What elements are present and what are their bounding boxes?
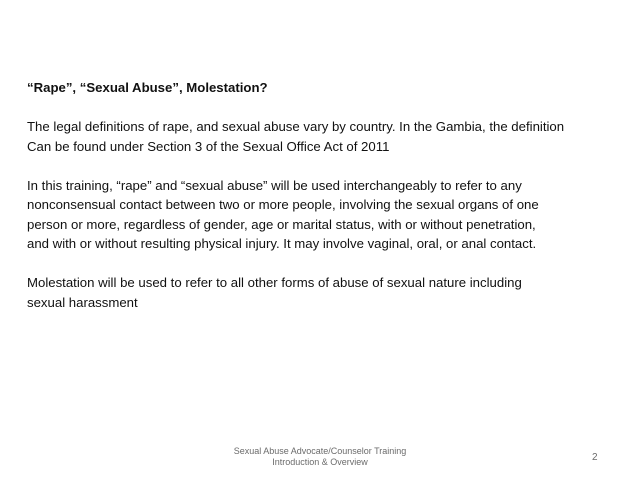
paragraph-line: nonconsensual contact between two or more people, involving the sexual organs of one xyxy=(27,197,539,212)
paragraph-line: and with or without resulting physical injury. It may involve vaginal, oral, or anal contact. xyxy=(27,236,537,251)
slide-footer xyxy=(200,446,440,468)
footer-subtitle: Introduction & Overview xyxy=(272,457,368,467)
footer-title: Sexual Abuse Advocate/Counselor Training xyxy=(233,446,407,456)
page-number: 2 xyxy=(592,452,598,463)
paragraph-line: In this training, “rape” and “sexual abuse” will be used interchangeably to refer to any xyxy=(27,177,522,193)
paragraph-line: sexual harassment xyxy=(27,294,138,310)
paragraph-line: Molestation will be used to refer to all other forms of abuse of sexual nature including xyxy=(27,275,522,290)
slide-heading: “Rape”, “Sexual Abuse”, Molestation? xyxy=(27,80,268,95)
paragraph-line: person or more, regardless of gender, age or marital status, with or without penetration, xyxy=(27,216,536,232)
paragraph-training-definition xyxy=(27,176,632,254)
paragraph-line: Can be found under Section 3 of the Sexual Office Act of 2011 xyxy=(27,138,390,154)
paragraph-legal-definitions xyxy=(27,117,632,156)
paragraph-line: The legal definitions of rape, and sexual abuse vary by country. In the Gambia, the definition xyxy=(27,119,565,134)
slide-body xyxy=(27,78,632,332)
paragraph-molestation xyxy=(27,273,632,312)
